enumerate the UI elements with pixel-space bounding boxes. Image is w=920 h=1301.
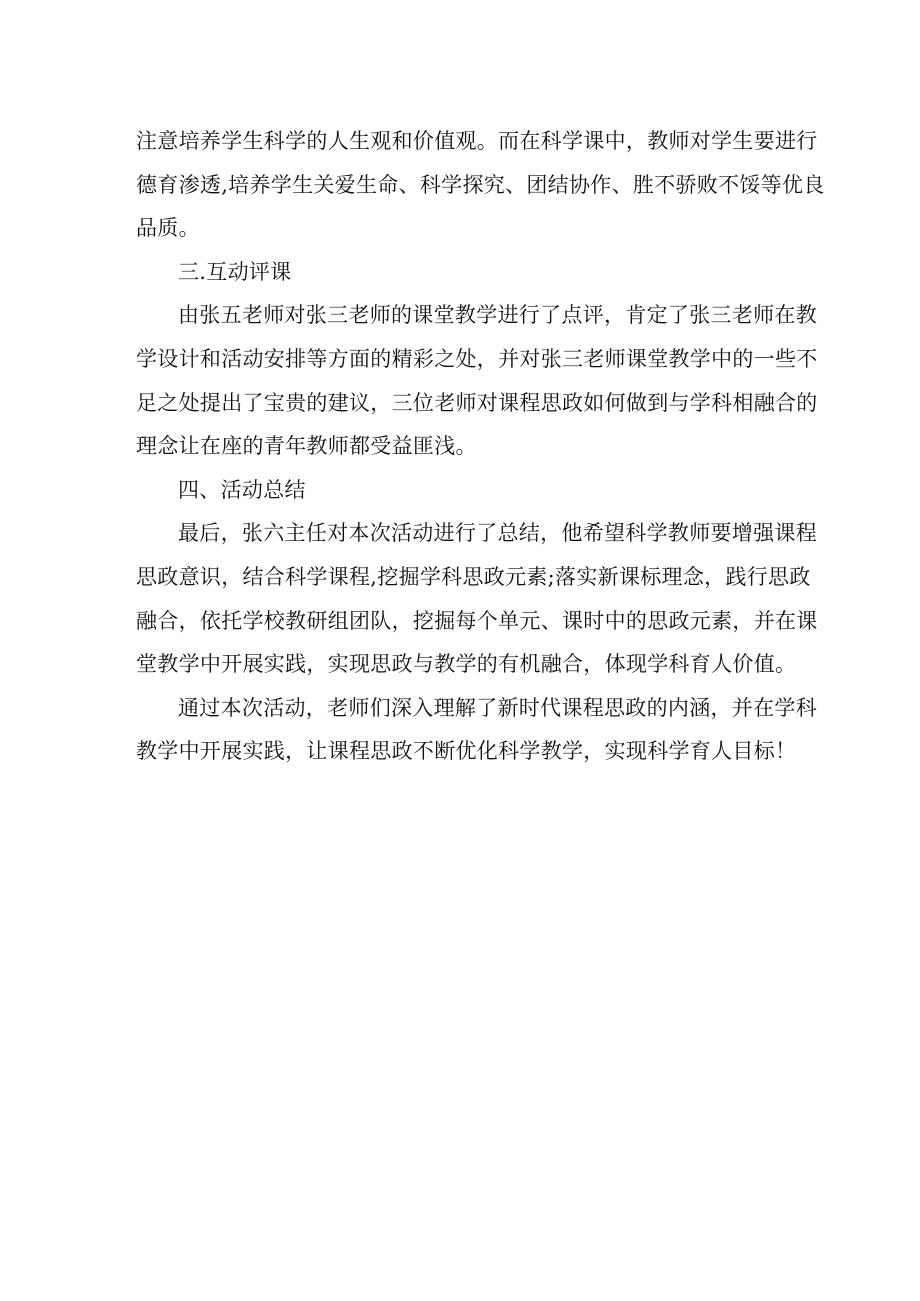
paragraph-line: 教学中开展实践，让课程思政不断优化科学教学，实现科学育人目标！ (136, 739, 797, 764)
paragraph-line: 学设计和活动安排等方面的精彩之处，并对张三老师课堂教学中的一些不 (136, 346, 818, 371)
paragraph-line: 足之处提出了宝贵的建议，三位老师对课程思政如何做到与学科相融合的 (136, 390, 818, 415)
paragraph-line: 理念让在座的青年教师都受益匪浅。 (136, 434, 477, 459)
section-heading-interactive-review: 三.互动评课 (178, 259, 292, 284)
paragraph-line: 由张五老师对张三老师的课堂教学进行了点评，肯定了张三老师在教 (178, 303, 817, 328)
paragraph-review (136, 294, 818, 468)
paragraph-line: 通过本次活动，老师们深入理解了新时代课程思政的内涵，并在学科 (178, 695, 817, 720)
paragraph-conclusion (136, 687, 817, 774)
section-heading-activity-summary: 四、活动总结 (178, 477, 306, 502)
paragraph-line: 最后，张六主任对本次活动进行了总结，他希望科学教师要增强课程 (178, 521, 817, 546)
document-body (136, 120, 825, 774)
paragraph-moral-education (136, 120, 825, 251)
paragraph-line: 融合，依托学校教研组团队，挖掘每个单元、课时中的思政元素，并在课 (136, 608, 818, 633)
paragraph-line: 品质。 (136, 216, 200, 241)
paragraph-line: 注意培养学生科学的人生观和价值观。而在科学课中，教师对学生要进行 (136, 129, 818, 153)
paragraph-line: 思政意识，结合科学课程,挖掘学科思政元素;落实新课标理念，践行思政 (136, 564, 811, 589)
paragraph-line: 德育渗透,培养学生关爱生命、科学探究、团结协作、胜不骄败不馁等优良 (136, 172, 825, 197)
paragraph-line: 堂教学中开展实践，实现思政与教学的有机融合，体现学科育人价值。 (136, 652, 797, 677)
paragraph-summary (136, 512, 818, 686)
